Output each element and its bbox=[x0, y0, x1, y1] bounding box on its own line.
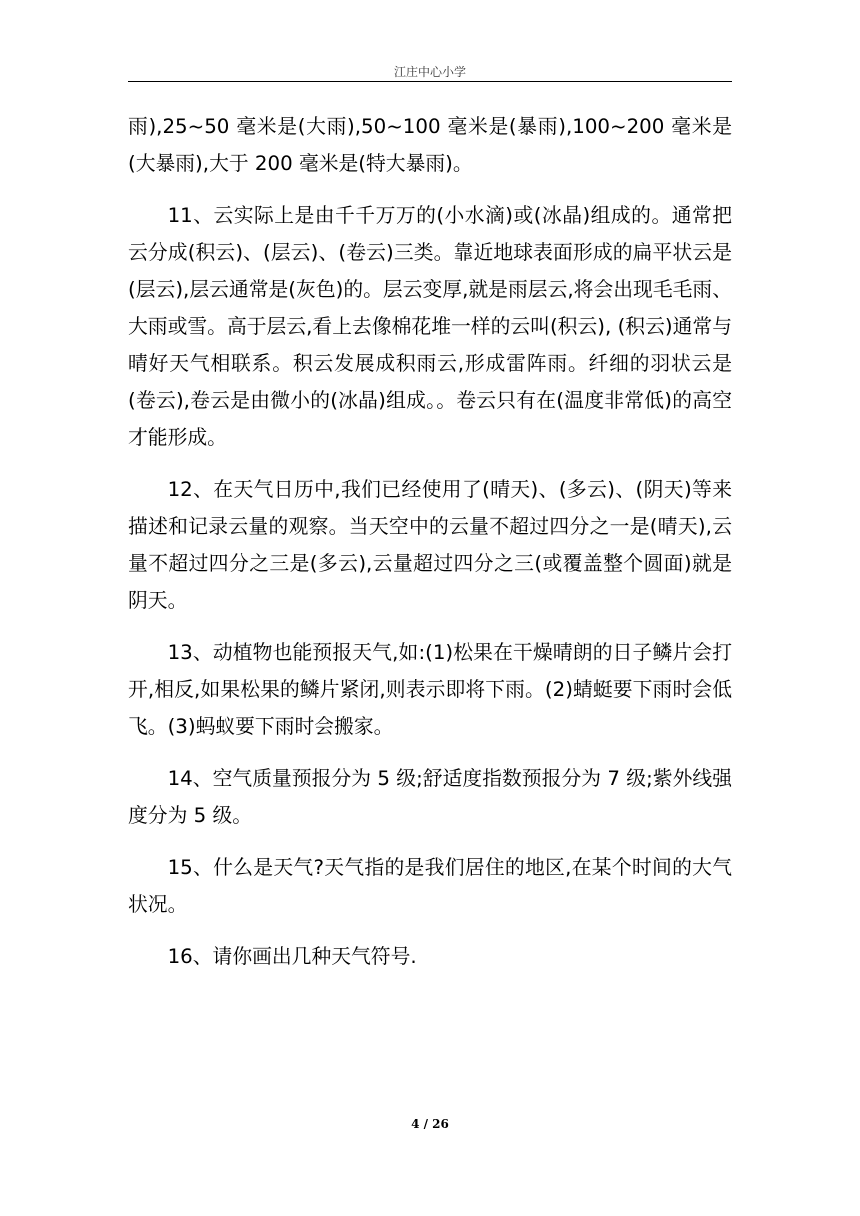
paragraph-16-weather-symbols: 16、请你画出几种天气符号. bbox=[167, 945, 417, 968]
page-number: 4 / 26 bbox=[411, 1117, 449, 1131]
paragraph-rainfall-continued: 雨),25~50 毫米是(大雨),50~100 毫米是(暴雨),100~200 毫米是(大暴雨),大于 200 毫米是(特大暴雨)。 bbox=[128, 115, 732, 175]
paragraph-13-animal-forecast: 13、动植物也能预报天气,如:(1)松果在干燥晴朗的日子鳞片会打开,相反,如果松果的鳞片紧闭,则表示即将下雨。(2)蜻蜓要下雨时会低飞。(3)蚂蚁要下雨时会搬家。 bbox=[128, 641, 732, 738]
paragraph-11-clouds: 11、云实际上是由千千万万的(小水滴)或(冰晶)组成的。通常把云分成(积云)、(层云)、(卷云)三类。靠近地球表面形成的扁平状云是(层云),层云通常是(灰色)的。层云变厚,就是雨层云,将会出现毛毛雨、大雨或雪。高于层云,看上去像棉花堆一样的云叫(积云), (积云)通常与晴好天气相联系。积云发展成积雨云,形成雷阵雨。纤细的羽状云是(卷云),卷云是由微小的(冰晶)组成。。卷云只有在(温度非常低)的高空才能形成。 bbox=[128, 204, 732, 449]
paragraph-12-cloud-cover: 12、在天气日历中,我们已经使用了(晴天)、(多云)、(阴天)等来描述和记录云量的观察。当天空中的云量不超过四分之一是(晴天),云量不超过四分之三是(多云),云量超过四分之三(或覆盖整个圆面)就是阴天。 bbox=[128, 478, 732, 612]
paragraph-15-weather-definition: 15、什么是天气?天气指的是我们居住的地区,在某个时间的大气状况。 bbox=[128, 856, 732, 916]
header-divider bbox=[128, 81, 732, 82]
paragraph-14-forecast-levels: 14、空气质量预报分为 5 级;舒适度指数预报分为 7 级;紫外线强度分为 5 级。 bbox=[128, 767, 732, 827]
page-header-title: 江庄中心小学 bbox=[393, 65, 466, 79]
document-body bbox=[128, 108, 732, 975]
